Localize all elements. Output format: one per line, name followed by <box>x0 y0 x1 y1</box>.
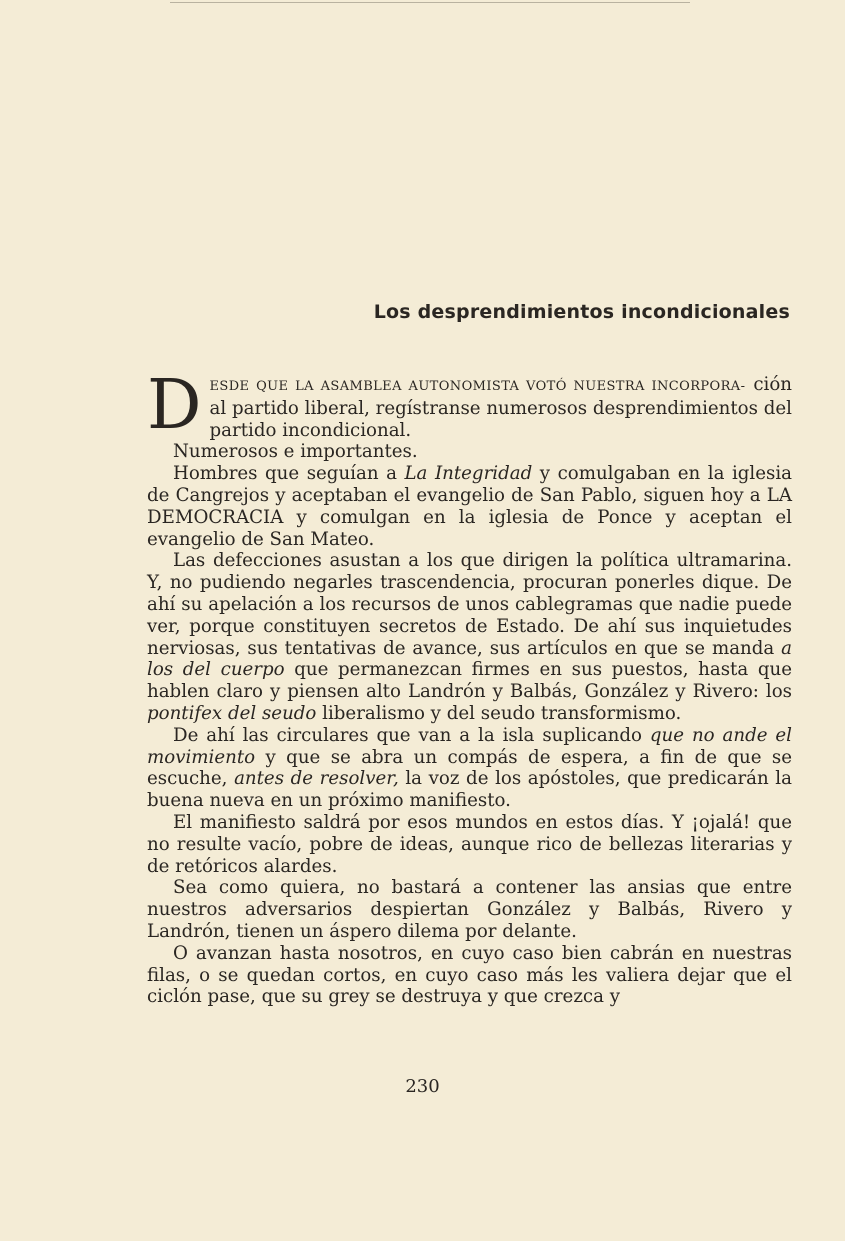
page-number: 230 <box>405 1076 440 1097</box>
paragraph-4 <box>147 550 792 724</box>
paragraph-5 <box>147 725 792 812</box>
opening-small-caps: ESDE QUE LA ASAMBLEA AUTONOMISTA VOTÓ NUESTRA INCORPORA- <box>209 379 746 394</box>
italic-run: La Integridad <box>404 463 533 485</box>
paragraph-2: Numerosos e importantes. <box>173 441 418 463</box>
italic-run: pontifex del seudo <box>147 702 317 724</box>
text-run: y que se abra un compás de espera, a fin de que se escuche, <box>147 746 792 790</box>
italic-run: antes de resolver, <box>234 768 399 790</box>
paragraph-1-text: ción al partido liberal, regístranse numerosos desprendimientos del partido incondicional. <box>209 374 792 441</box>
paragraph-8: O avanzan hasta nosotros, en cuyo caso bien cabrán en nuestras filas, o se quedan cortos, en cuyo caso más les valiera dejar que el ciclón pase, que su grey se destruya y que crezca y <box>147 942 792 1008</box>
text-run: Hombres que seguían a <box>173 463 405 485</box>
paragraph-6: El manifiesto saldrá por esos mundos en estos días. Y ¡ojalá! que no resulte vacío, pobre de ideas, aunque rico de bellezas literarias y de retóricos alardes. <box>147 811 792 877</box>
text-run: liberalismo y del seudo transformismo. <box>316 702 682 724</box>
article-body <box>147 366 793 1008</box>
text-run: De ahí las circulares que van a la isla suplicando <box>173 724 650 746</box>
drop-cap: D <box>147 366 202 445</box>
paragraph-3 <box>147 463 792 550</box>
text-run: la voz de los apóstoles, que predicarán la buena nueva en un próximo manifiesto. <box>147 768 792 812</box>
italic-run: a los del cuerpo <box>147 637 792 681</box>
text-run: Las defecciones asustan a los que dirigen la política ultramarina. Y, no pudiendo negarles trascendencia, procuran ponerles dique. De ahí su apelación a los recursos de unos cablegramas que nadie puede ver, porque constituyen secretos de Estado. De ahí sus inquietudes nerviosas, sus tentativas de avance, sus artículos en que se manda <box>147 550 792 659</box>
text-run: y comulgaban en la iglesia de Cangrejos y aceptaban el evangelio de San Pablo, siguen hoy a LA DEMOCRACIA y comulgan en la iglesia de Ponce y aceptan el evangelio de San Mateo. <box>147 463 793 550</box>
chapter-title: Los desprendimientos incondicionales <box>373 301 790 323</box>
paragraph-1 <box>147 366 792 445</box>
italic-run: que no ande el movimiento <box>147 724 792 768</box>
top-rule <box>170 2 690 3</box>
text-run: que permanezcan firmes en sus puestos, hasta que hablen claro y piensen alto Landrón y Balbás, González y Rivero: los <box>147 659 792 703</box>
paragraph-7: Sea como quiera, no bastará a contener las ansias que entre nuestros adversarios despiertan González y Balbás, Rivero y Landrón, tienen un áspero dilema por delante. <box>147 877 792 942</box>
